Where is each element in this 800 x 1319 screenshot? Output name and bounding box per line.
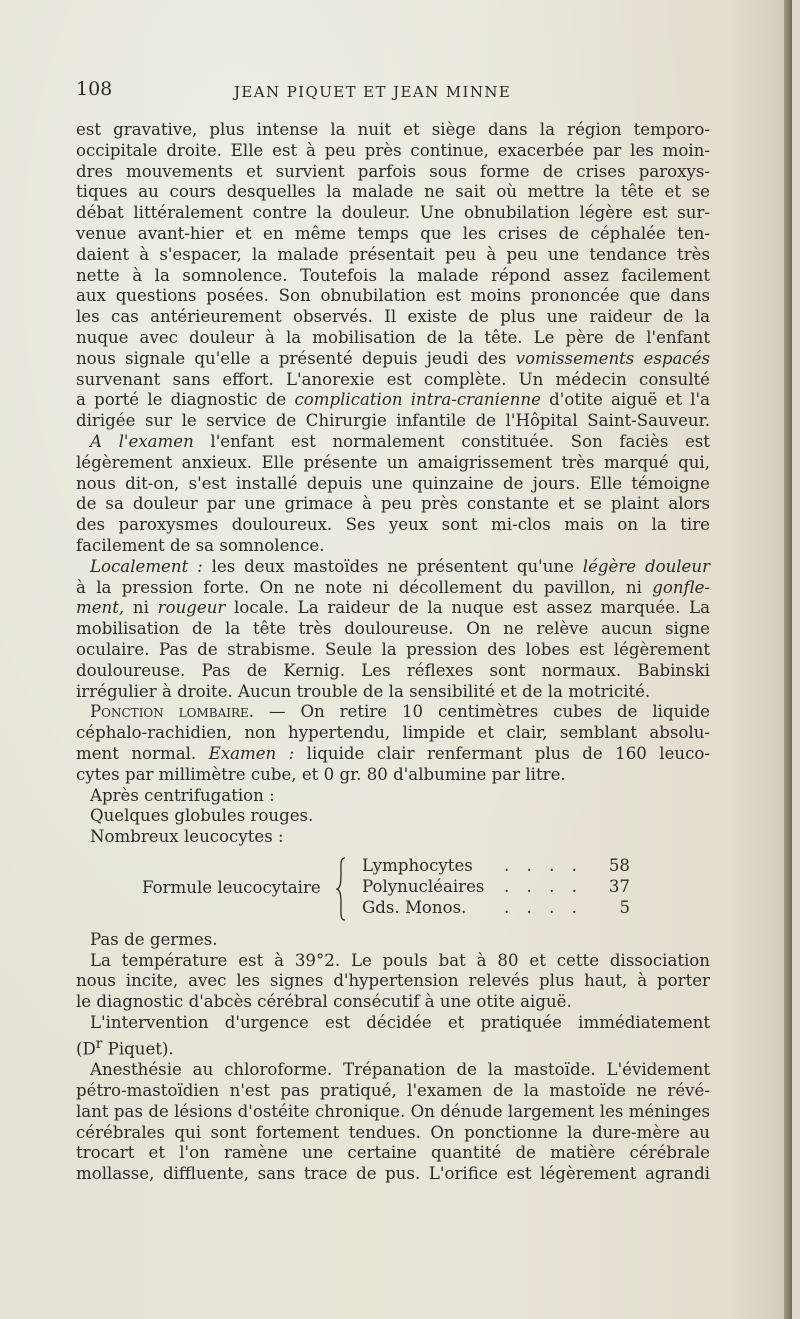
leader-dots: . . . . — [504, 876, 583, 896]
cell-value: 58 — [608, 855, 630, 875]
text-line: facilement de sa somnolence. — [76, 535, 325, 555]
text-run: nous signale qu'elle a présenté depuis jeudi des — [76, 348, 516, 368]
page-edge-shadow — [784, 0, 792, 1319]
text-line: irrégulier à droite. Aucun trouble de la sensibilité et de la motricité. — [76, 681, 651, 701]
text-line: Anesthésie au chloroforme. Trépanation de la mastoïde. L'évidement — [90, 1060, 710, 1080]
text-line — [76, 432, 710, 453]
cell-type: Lymphocytes — [362, 855, 473, 875]
leukocyte-formula — [76, 856, 710, 922]
italic-run: Examen : — [208, 743, 295, 763]
text-line: dres mouvements et survient parfois sous forme de crises paroxys- — [76, 161, 710, 181]
italic-run: ment, — [76, 598, 125, 618]
text-line: cytes par millimètre cube, et 0 gr. 80 d'albumine par litre. — [76, 764, 566, 784]
text-line — [76, 702, 710, 723]
italic-run: gonfle- — [652, 577, 710, 597]
cell-value: 5 — [619, 897, 630, 917]
text-line: oculaire. Pas de strabisme. Seule la pression des lobes est légèrement — [76, 639, 710, 659]
text-line: occipitale droite. Elle est à peu près continue, exacerbée par les moin- — [76, 140, 710, 160]
text-run: a porté le diagnostic de — [76, 390, 295, 410]
formula-label: Formule leucocytaire — [142, 877, 321, 897]
italic-run: rougeur — [157, 598, 226, 618]
text-line: survenant sans effort. L'anorexie est complète. Un médecin consulté — [76, 369, 710, 389]
body-text — [76, 120, 710, 1185]
text-run: liquide clair renfermant plus de 160 leuco- — [294, 743, 710, 763]
text-line: nette à la somnolence. Toutefois la malade répond assez facilement — [76, 265, 710, 285]
text-line: est gravative, plus intense la nuit et siège dans la région temporo- — [76, 120, 710, 139]
text-line: lant pas de lésions d'ostéite chronique. On dénude largement les méninges — [76, 1101, 710, 1121]
text-line: cérébrales qui sont fortement tendues. On ponctionne la dure-mère au — [76, 1122, 710, 1142]
text-line: Après centrifugation : — [90, 785, 275, 805]
text-line — [76, 390, 710, 411]
italic-run: complication intra-cranienne — [294, 390, 541, 410]
text-line: Pas de germes. — [90, 929, 218, 949]
page-number: 108 — [76, 78, 113, 100]
formula-rows — [362, 856, 630, 919]
text-line: pétro-mastoïdien n'est pas pratiqué, l'examen de la mastoïde ne révé- — [76, 1081, 710, 1100]
leader-dots: . . . . — [504, 855, 583, 875]
text-line: le diagnostic d'abcès cérébral consécutif à une otite aiguë. — [76, 992, 572, 1012]
text-line: venue avant-hier et en même temps que les crises de céphalée ten- — [76, 223, 710, 243]
cell-value: 37 — [608, 876, 630, 896]
text-line: mollasse, diffluente, sans trace de pus. L'orifice est légèrement agrandi — [76, 1164, 710, 1184]
text-run: à la pression forte. On ne note ni décollement du pavillon, ni — [76, 577, 653, 597]
formula-row — [362, 898, 630, 919]
text-line: les cas antérieurement observés. Il existe de plus une raideur de la — [76, 307, 710, 327]
italic-run: A l'examen — [90, 431, 194, 451]
superscript: r — [95, 1035, 103, 1052]
text-run: Piquet). — [102, 1039, 174, 1059]
italic-run: vomissements espacés — [515, 348, 710, 368]
cell-type: Gds. Monos. — [362, 897, 467, 917]
curly-brace-icon — [336, 856, 346, 922]
text-line — [76, 598, 710, 619]
cell-type: Polynucléaires — [362, 876, 485, 896]
text-run: l'enfant est normalement constituée. Son faciès est — [193, 431, 710, 451]
text-line: daient à s'espacer, la malade présentait peu à peu une tendance très — [76, 244, 710, 264]
text-run: les deux mastoïdes ne présentent qu'une — [202, 556, 583, 576]
text-run: — On retire 10 centimètres cubes de liquide — [254, 702, 711, 722]
text-line: tiques au cours desquelles la malade ne sait où mettre la tête et se — [76, 182, 710, 202]
text-line: débat littéralement contre la douleur. Une obnubilation légère est sur- — [76, 203, 710, 223]
text-line: des paroxysmes douloureux. Ses yeux sont mi-clos mais on la tire — [76, 515, 710, 535]
text-run: ni — [124, 598, 158, 618]
text-line: trocart et l'on ramène une certaine quantité de matière cérébrale — [76, 1143, 710, 1163]
text-line: aux questions posées. Son obnubilation est moins prononcée que dans — [76, 286, 710, 306]
text-line — [76, 349, 710, 370]
text-line: dirigée sur le service de Chirurgie infantile de l'Hôpital Saint-Sauveur. — [76, 411, 710, 431]
formula-row — [362, 856, 630, 877]
text-line: légèrement anxieux. Elle présente un amaigrissement très marqué qui, — [76, 452, 710, 472]
italic-run: légère douleur — [582, 556, 710, 576]
small-caps-run: Ponction lombaire. — [90, 702, 255, 722]
text-line: de sa douleur par une grimace à peu près constante et se plaint alors — [76, 494, 710, 514]
leader-dots: . . . . — [504, 897, 583, 917]
text-line: nuque avec douleur à la mobilisation de la tête. Le père de l'enfant — [76, 327, 710, 347]
text-line: La température est à 39°2. Le pouls bat à 80 et cette dissociation — [90, 950, 710, 970]
text-line — [76, 578, 710, 599]
text-run: d'otite aiguë et l'a — [540, 390, 711, 410]
text-line: L'intervention d'urgence est décidée et pratiquée immédiatement — [90, 1013, 710, 1033]
text-run: ment normal. — [76, 743, 209, 763]
text-line: Quelques globules rouges. — [90, 806, 314, 826]
page-header — [76, 78, 716, 106]
formula-row — [362, 877, 630, 898]
italic-run: Localement : — [90, 556, 203, 576]
text-line: mobilisation de la tête très douloureuse. On ne relève aucun signe — [76, 619, 710, 639]
running-head: JEAN PIQUET ET JEAN MINNE — [234, 83, 512, 101]
text-line — [76, 744, 710, 765]
text-line: douloureuse. Pas de Kernig. Les réflexes sont normaux. Babinski — [76, 660, 710, 680]
text-run: locale. La raideur de la nuque est assez marquée. La — [225, 598, 710, 618]
text-line: nous dit-on, s'est installé depuis une quinzaine de jours. Elle témoigne — [76, 473, 710, 493]
text-line: Nombreux leucocytes : — [90, 827, 284, 847]
text-run: (D — [76, 1039, 96, 1059]
text-line — [76, 557, 710, 578]
text-line: nous incite, avec les signes d'hypertension relevés plus haut, à porter — [76, 971, 710, 991]
text-line — [76, 1034, 710, 1060]
text-line: céphalo-rachidien, non hypertendu, limpide et clair, semblant absolu- — [76, 723, 710, 743]
